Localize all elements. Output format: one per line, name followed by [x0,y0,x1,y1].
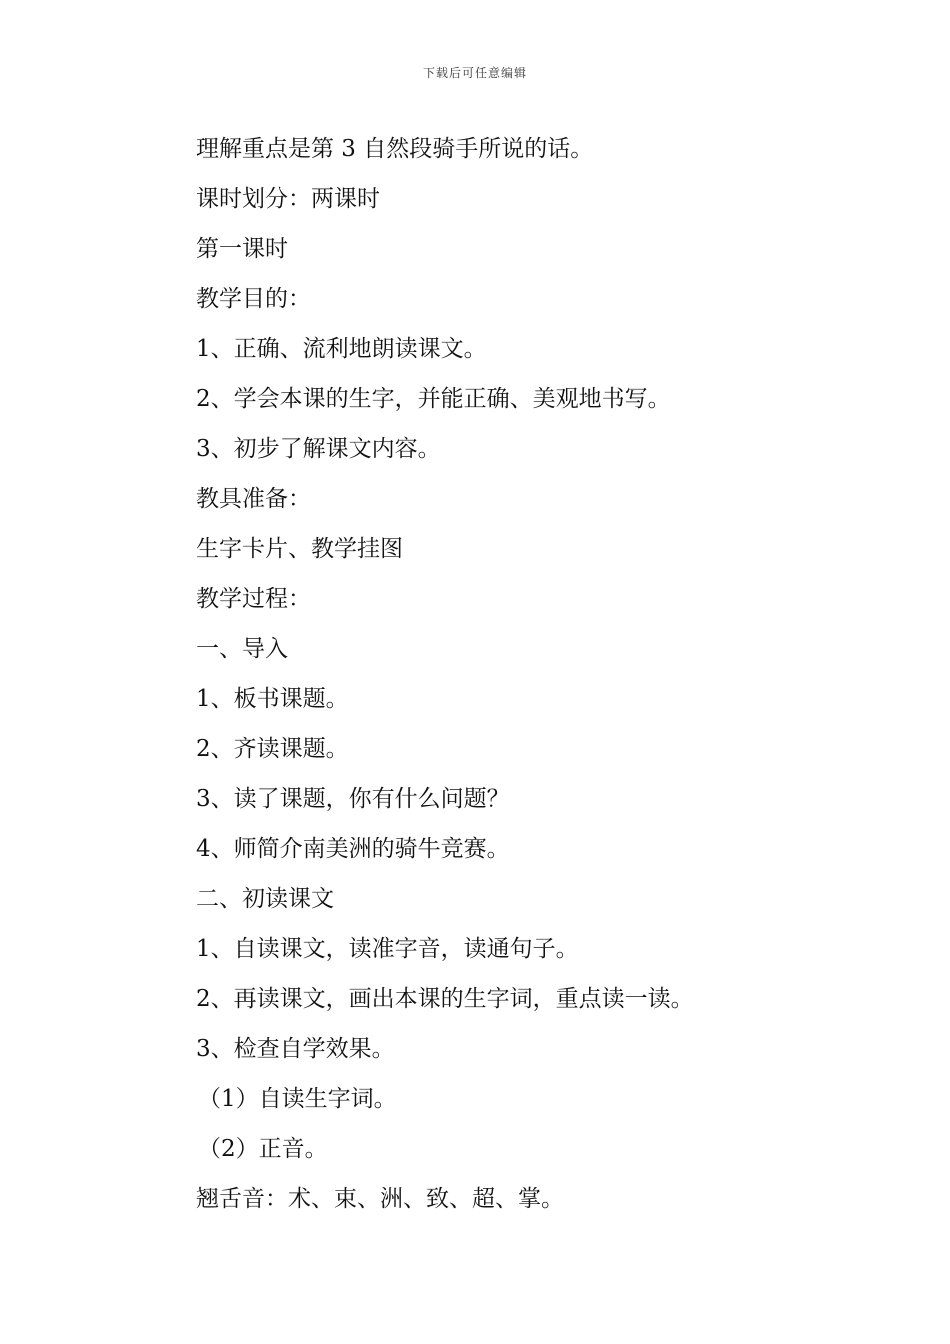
paragraph-line: 生字卡片、教学挂图 [196,536,403,562]
paragraph-line: 3、检查自学效果。 [196,1036,395,1062]
page-header: 下载后可任意编辑 [422,66,527,80]
paragraph-line: 2、齐读课题。 [196,736,349,762]
paragraph-line: 1、自读课文，读准字音，读通句子。 [196,936,579,962]
paragraph-line: 教具准备： [196,486,311,512]
paragraph-line: 2、再读课文，画出本课的生字词，重点读一读。 [196,986,694,1012]
paragraph-line: 教学过程： [196,586,311,612]
paragraph-line: 翘舌音：术、束、洲、致、超、掌。 [196,1186,564,1212]
paragraph-line: 二、初读课文 [196,886,334,912]
paragraph-line: 3、初步了解课文内容。 [196,436,441,462]
paragraph-line: 2、学会本课的生字，并能正确、美观地书写。 [196,386,671,412]
paragraph-line: 1、正确、流利地朗读课文。 [196,336,487,362]
paragraph-line: （1）自读生字词。 [198,1086,397,1112]
paragraph-line: （2）正音。 [198,1136,328,1162]
paragraph-line: 一、导入 [196,636,288,662]
paragraph-line: 理解重点是第 3 自然段骑手所说的话。 [196,136,594,162]
paragraph-line: 1、板书课题。 [196,686,349,712]
paragraph-line: 4、师简介南美洲的骑牛竞赛。 [196,836,510,862]
paragraph-line: 3、读了课题，你有什么问题？ [196,786,510,812]
paragraph-line: 课时划分：两课时 [196,186,380,212]
paragraph-line: 教学目的： [196,286,311,312]
paragraph-line: 第一课时 [196,236,288,262]
document-body [196,124,836,1224]
